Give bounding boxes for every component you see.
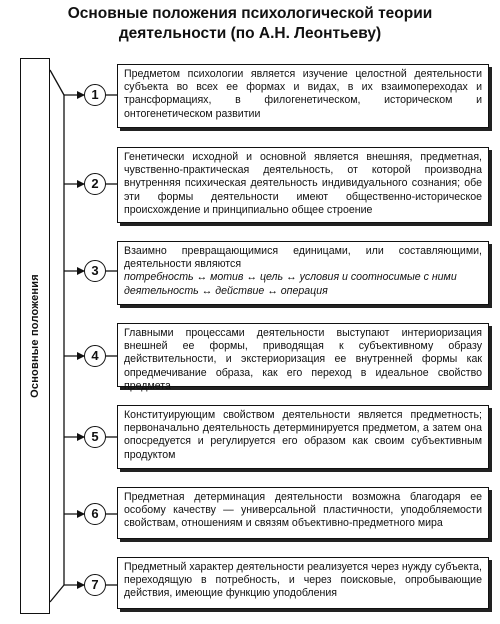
item-text-3: Взаимно превращающимися единицами, или составляющими, деятельности являются	[124, 245, 482, 271]
item-text-1: Предметом психологии является изучение целостной деятельности субъекта во всех ее формах и видах, в их взаимопереходах и трансформациях, в филогенетическом, историческом и онтогенетическом развитии	[124, 68, 482, 120]
item-box-6	[117, 487, 489, 539]
item-text-4: Главными процессами деятельности выступают интериоризация внешней ее формы, приводящая к субъективному образу действительности, и экстериоризация ее внутренней формы как опредмечивание образа, как его переход в идеальное свойство предмета	[124, 327, 482, 392]
side-bar-label: Основные положения	[29, 274, 41, 398]
item-number-4: 4	[84, 345, 106, 367]
item-text-6: Предметная детерминация деятельности возможна благодаря ее особому качеству — универсальной пластичности, уподобляемости свойствам, отношениям и связям объективно-предметного мира	[124, 491, 482, 530]
side-bar	[20, 58, 50, 614]
item-text-2: Генетически исходной и основной является внешняя, предметная, чувственно-практическая деятельность, от которой производна внутренняя психическая деятельность индивидуального сознания; обе эти формы деятельности имеют общественно-историческое происхождение и принципиально общее строение	[124, 151, 482, 216]
item-box-1	[117, 64, 489, 128]
item-text-5: Конституирующим свойством деятельности является предметность; первоначально деятельность детерминируется предметом, а затем она опосредуется и регулируется его образом как своим субъективным продуктом	[124, 409, 482, 461]
item-number-1: 1	[84, 84, 106, 106]
item-number-6: 6	[84, 503, 106, 525]
item-box-4	[117, 323, 489, 392]
item-box-5	[117, 405, 489, 469]
item-formula-3b: деятельность ↔ действие ↔ операция	[124, 284, 328, 297]
item-number-3: 3	[84, 260, 106, 282]
bus-diagonal-top	[50, 70, 64, 95]
item-number-7: 7	[84, 574, 106, 596]
title-line-2: деятельности (по А.Н. Леонтьеву)	[118, 25, 382, 42]
title-line-1: Основные положения психологической теории	[67, 5, 433, 22]
item-text-7: Предметный характер деятельности реализуется через нужду субъекта, переходящую в потребность, и через поисковые, опробывающие действия, имеющие функцию уподобления	[124, 561, 482, 600]
bus-diagonal-bottom	[50, 585, 64, 602]
item-box-2	[117, 147, 489, 223]
item-number-5: 5	[84, 426, 106, 448]
item-formula-3a: потребность ↔ мотив ↔ цель ↔ условия и соотносимые с ними	[124, 271, 457, 284]
item-number-2: 2	[84, 173, 106, 195]
item-box-7	[117, 557, 489, 609]
item-box-3	[117, 241, 489, 305]
